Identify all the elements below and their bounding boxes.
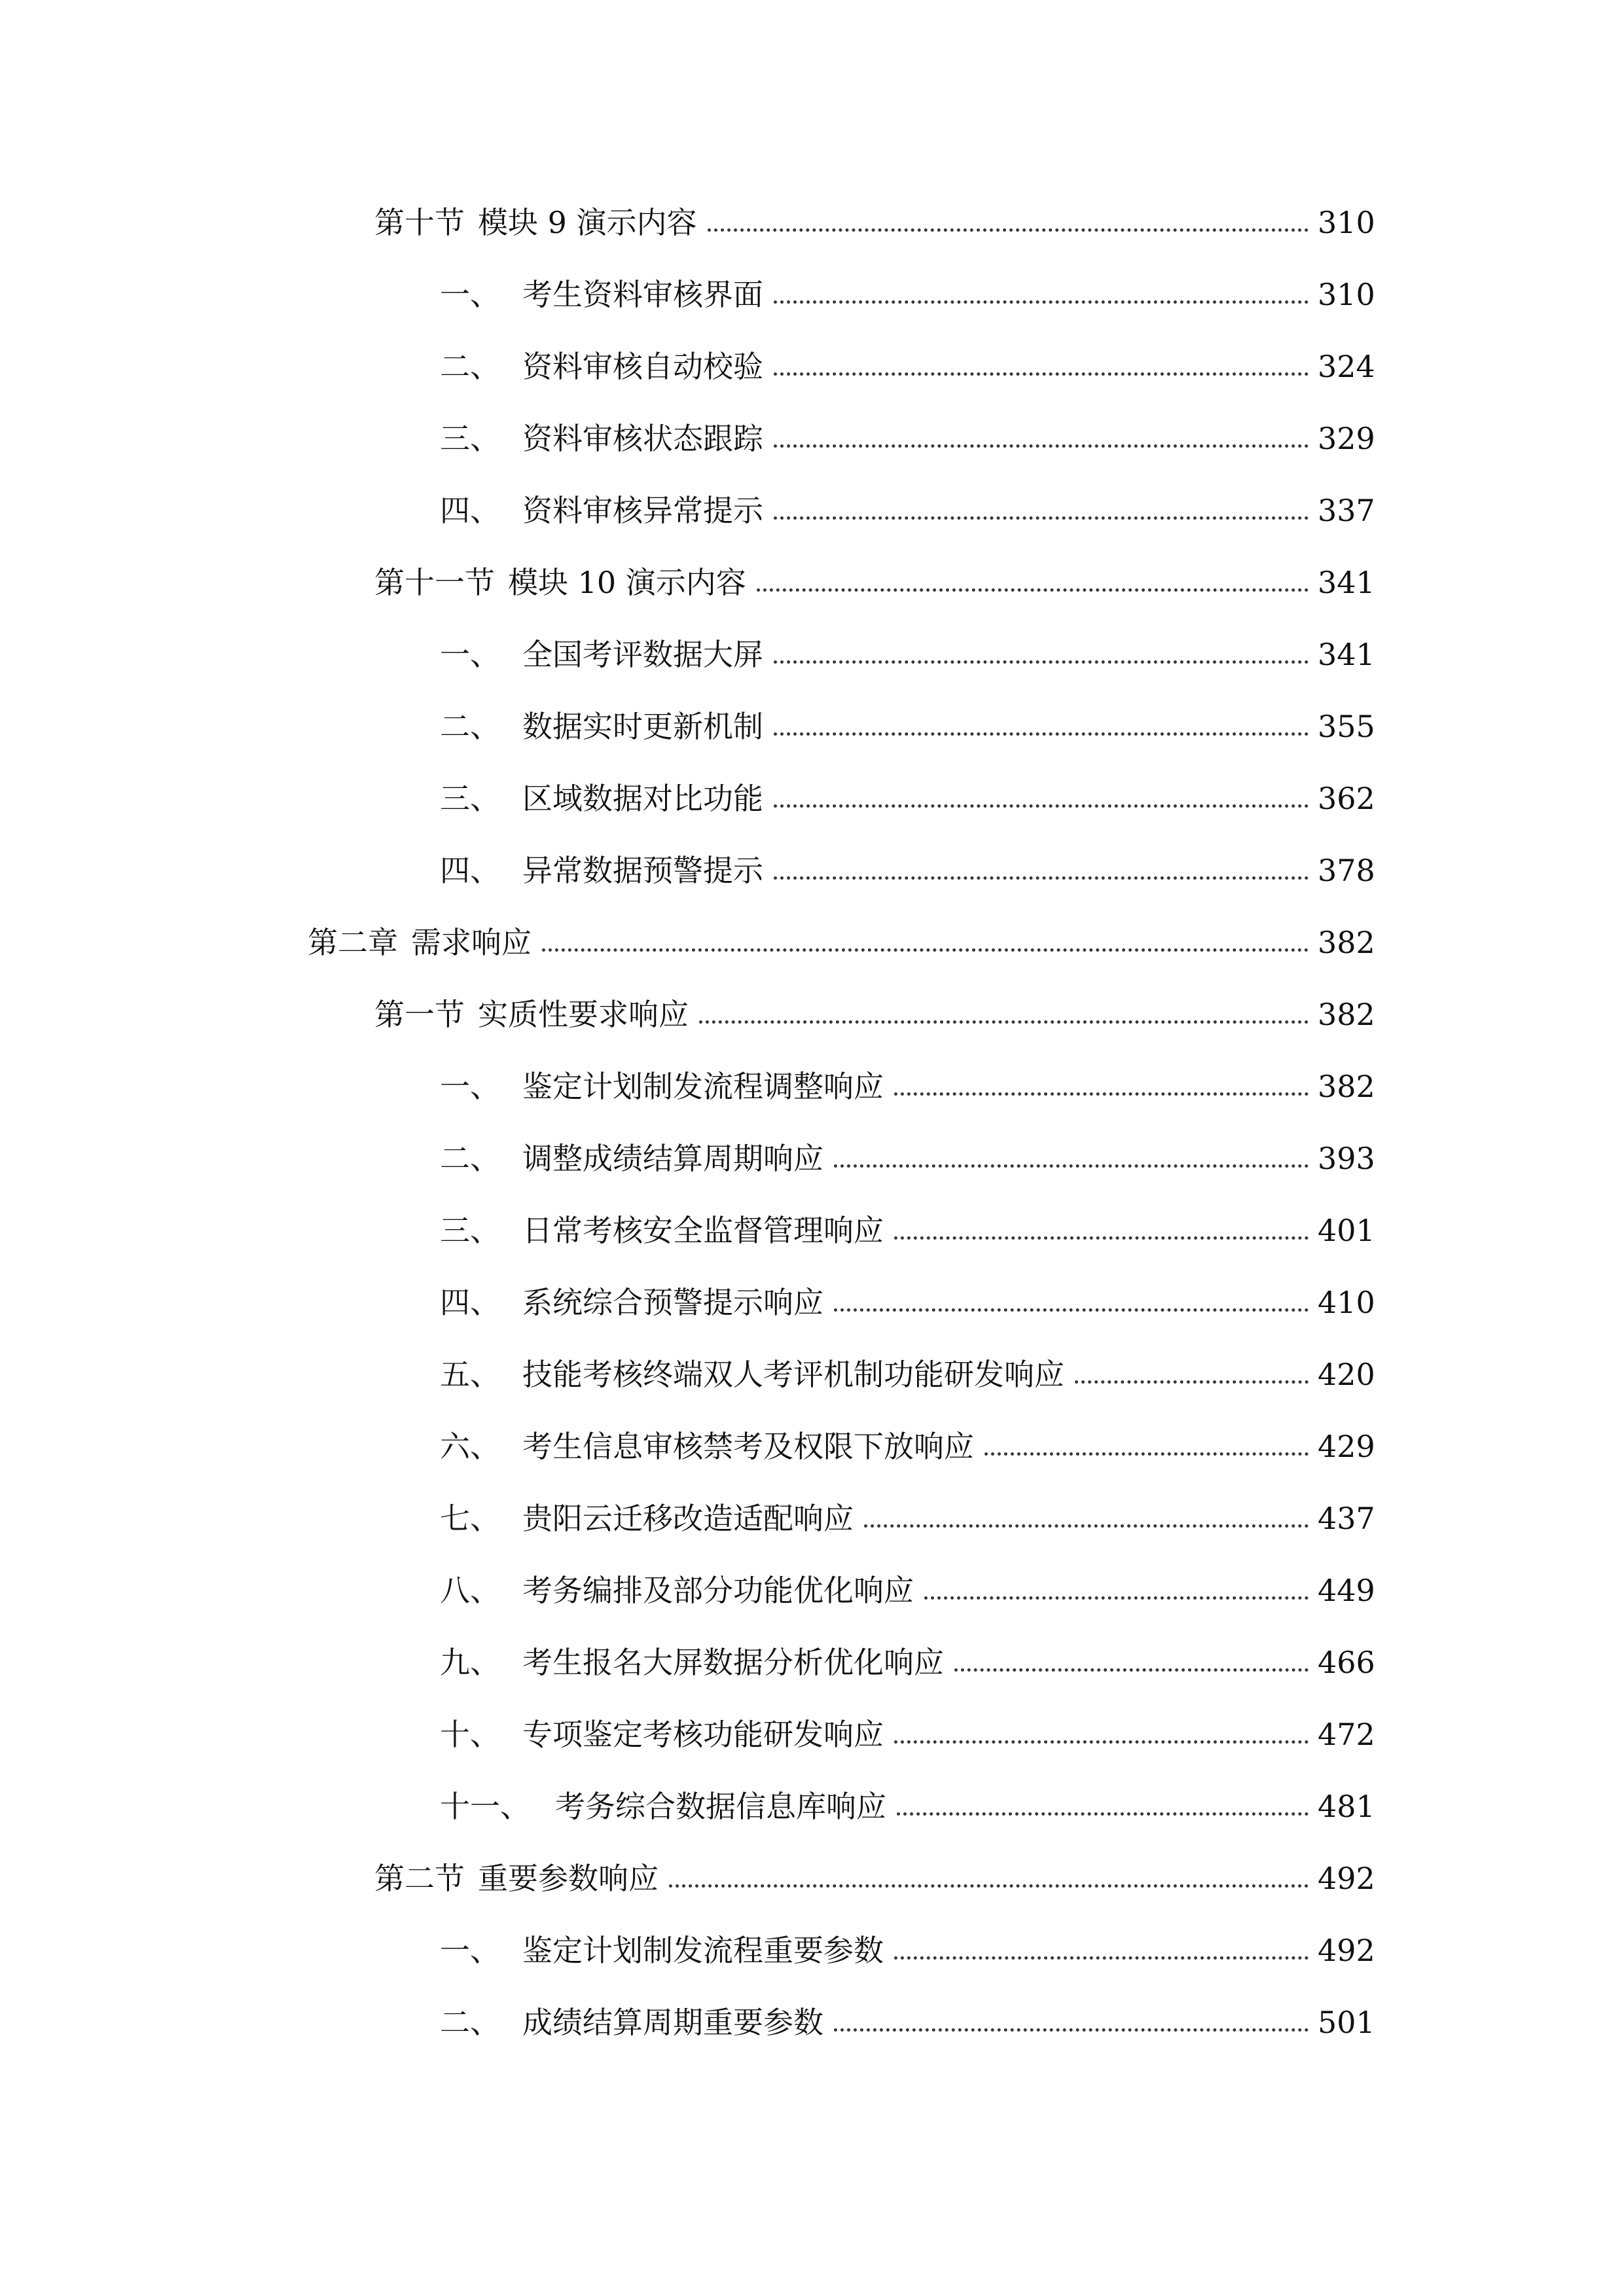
toc-entry-section-1[interactable] [374, 982, 1375, 1034]
entry-title: 考生信息审核禁考及权限下放响应 [522, 1429, 974, 1464]
entry-number: 一、 [440, 1069, 500, 1104]
entry-number: 四、 [440, 1285, 500, 1320]
entry-number: 四、 [440, 853, 500, 888]
entry-page-number: 466 [1318, 1645, 1375, 1680]
entry-page-number: 362 [1318, 781, 1375, 816]
entry-title: 异常数据预警提示 [522, 853, 763, 888]
entry-page-number: 492 [1318, 1861, 1375, 1896]
toc-entry-item[interactable] [440, 1486, 1375, 1538]
dot-leader [954, 1649, 1308, 1672]
toc-entry-item[interactable] [440, 1342, 1375, 1394]
entry-number: 第二节 [374, 1861, 465, 1896]
dot-leader [924, 1577, 1308, 1600]
toc-entry-item[interactable] [440, 262, 1375, 314]
entry-number: 一、 [440, 277, 500, 312]
dot-leader [894, 1721, 1308, 1744]
entry-number: 第十一节 [374, 565, 495, 600]
toc-entry-item[interactable] [440, 1198, 1375, 1250]
toc-entry-item[interactable] [440, 766, 1375, 818]
entry-number: 第二章 [308, 925, 398, 960]
entry-page-number: 492 [1318, 1933, 1375, 1968]
entry-page-number: 393 [1318, 1141, 1375, 1176]
dot-leader [774, 857, 1308, 880]
entry-page-number: 401 [1318, 1213, 1375, 1248]
entry-number: 三、 [440, 421, 500, 456]
dot-leader [1075, 1361, 1308, 1384]
entry-number: 二、 [440, 2005, 500, 2040]
toc-entry-item[interactable] [440, 1126, 1375, 1178]
entry-number: 二、 [440, 709, 500, 744]
toc-entry-item[interactable] [440, 838, 1375, 890]
entry-page-number: 420 [1318, 1357, 1375, 1392]
entry-page-number: 382 [1318, 1069, 1375, 1104]
entry-page-number: 429 [1318, 1429, 1375, 1464]
entry-number: 三、 [440, 1213, 500, 1248]
toc-entry-section-10[interactable] [374, 190, 1375, 242]
entry-number: 九、 [440, 1645, 500, 1680]
dot-leader [774, 281, 1308, 304]
entry-number: 二、 [440, 1141, 500, 1176]
entry-title: 考务编排及部分功能优化响应 [522, 1573, 914, 1608]
toc-entry-section-2[interactable] [374, 1846, 1375, 1898]
entry-page-number: 501 [1318, 2005, 1375, 2040]
entry-title: 贵阳云迁移改造适配响应 [522, 1501, 854, 1536]
entry-page-number: 337 [1318, 493, 1375, 528]
entry-title: 考务综合数据信息库响应 [555, 1789, 886, 1824]
entry-number: 八、 [440, 1573, 500, 1608]
entry-page-number: 378 [1318, 853, 1375, 888]
entry-title: 模块 9 演示内容 [478, 205, 697, 240]
dot-leader [864, 1505, 1308, 1528]
entry-number: 四、 [440, 493, 500, 528]
dot-leader [774, 785, 1308, 808]
dot-leader [894, 1937, 1308, 1960]
dot-leader [774, 497, 1308, 520]
entry-page-number: 341 [1318, 565, 1375, 600]
toc-entry-item[interactable] [440, 622, 1375, 674]
entry-title: 技能考核终端双人考评机制功能研发响应 [522, 1357, 1064, 1392]
dot-leader [834, 1289, 1308, 1312]
entry-title: 需求响应 [411, 925, 532, 960]
dot-leader [757, 569, 1308, 592]
toc-entry-item[interactable] [440, 1414, 1375, 1466]
entry-title: 区域数据对比功能 [522, 781, 763, 816]
entry-title: 专项鉴定考核功能研发响应 [522, 1717, 884, 1752]
toc-entry-item[interactable] [440, 694, 1375, 746]
entry-page-number: 382 [1318, 997, 1375, 1032]
dot-leader [834, 1145, 1308, 1168]
entry-title: 鉴定计划制发流程重要参数 [522, 1933, 884, 1968]
entry-title: 系统综合预警提示响应 [522, 1285, 823, 1320]
entry-title: 成绩结算周期重要参数 [522, 2005, 823, 2040]
entry-number: 第一节 [374, 997, 465, 1032]
toc-entry-item[interactable] [440, 334, 1375, 386]
entry-page-number: 449 [1318, 1573, 1375, 1608]
dot-leader [984, 1433, 1308, 1456]
entry-title: 实质性要求响应 [478, 997, 689, 1032]
entry-number: 一、 [440, 1933, 500, 1968]
entry-page-number: 310 [1318, 205, 1375, 240]
toc-entry-section-11[interactable] [374, 550, 1375, 602]
entry-number: 十一、 [440, 1789, 530, 1824]
toc-entry-item[interactable] [440, 478, 1375, 530]
entry-title: 考生资料审核界面 [522, 277, 763, 312]
dot-leader [774, 641, 1308, 664]
entry-page-number: 355 [1318, 709, 1375, 744]
dot-leader [708, 209, 1308, 232]
dot-leader [774, 713, 1308, 736]
entry-page-number: 310 [1318, 277, 1375, 312]
entry-number: 五、 [440, 1357, 500, 1392]
entry-title: 数据实时更新机制 [522, 709, 763, 744]
dot-leader [669, 1865, 1308, 1888]
toc-entry-chapter-2[interactable] [308, 910, 1375, 962]
dot-leader [894, 1217, 1308, 1240]
dot-leader [894, 1073, 1308, 1096]
entry-page-number: 341 [1318, 637, 1375, 672]
entry-page-number: 472 [1318, 1717, 1375, 1752]
dot-leader [774, 425, 1308, 448]
dot-leader [834, 2009, 1308, 2032]
entry-page-number: 410 [1318, 1285, 1375, 1320]
entry-number: 二、 [440, 349, 500, 384]
entry-number: 六、 [440, 1429, 500, 1464]
toc-entry-item[interactable] [440, 1558, 1375, 1610]
entry-number: 一、 [440, 637, 500, 672]
entry-page-number: 382 [1318, 925, 1375, 960]
entry-page-number: 437 [1318, 1501, 1375, 1536]
entry-title: 全国考评数据大屏 [522, 637, 763, 672]
dot-leader [699, 1001, 1308, 1024]
entry-number: 七、 [440, 1501, 500, 1536]
toc-entry-item[interactable] [440, 1918, 1375, 1970]
toc-entry-item[interactable] [440, 1774, 1375, 1826]
entry-title: 模块 10 演示内容 [508, 565, 746, 600]
entry-title: 调整成绩结算周期响应 [522, 1141, 823, 1176]
entry-title: 考生报名大屏数据分析优化响应 [522, 1645, 944, 1680]
entry-page-number: 329 [1318, 421, 1375, 456]
toc-entry-item[interactable] [440, 1990, 1375, 2042]
entry-number: 三、 [440, 781, 500, 816]
dot-leader [897, 1793, 1308, 1816]
toc-entry-item[interactable] [440, 1702, 1375, 1754]
entry-title: 资料审核状态跟踪 [522, 421, 763, 456]
entry-title: 重要参数响应 [478, 1861, 659, 1896]
entry-page-number: 481 [1318, 1789, 1375, 1824]
entry-title: 日常考核安全监督管理响应 [522, 1213, 884, 1248]
dot-leader [774, 353, 1308, 376]
toc-entry-item[interactable] [440, 1630, 1375, 1682]
toc-entry-item[interactable] [440, 406, 1375, 458]
dot-leader [542, 929, 1308, 952]
toc-entry-item[interactable] [440, 1270, 1375, 1322]
entry-number: 第十节 [374, 205, 465, 240]
entry-title: 资料审核异常提示 [522, 493, 763, 528]
entry-number: 十、 [440, 1717, 500, 1752]
entry-title: 资料审核自动校验 [522, 349, 763, 384]
entry-title: 鉴定计划制发流程调整响应 [522, 1069, 884, 1104]
entry-page-number: 324 [1318, 349, 1375, 384]
toc-entry-item[interactable] [440, 1054, 1375, 1106]
